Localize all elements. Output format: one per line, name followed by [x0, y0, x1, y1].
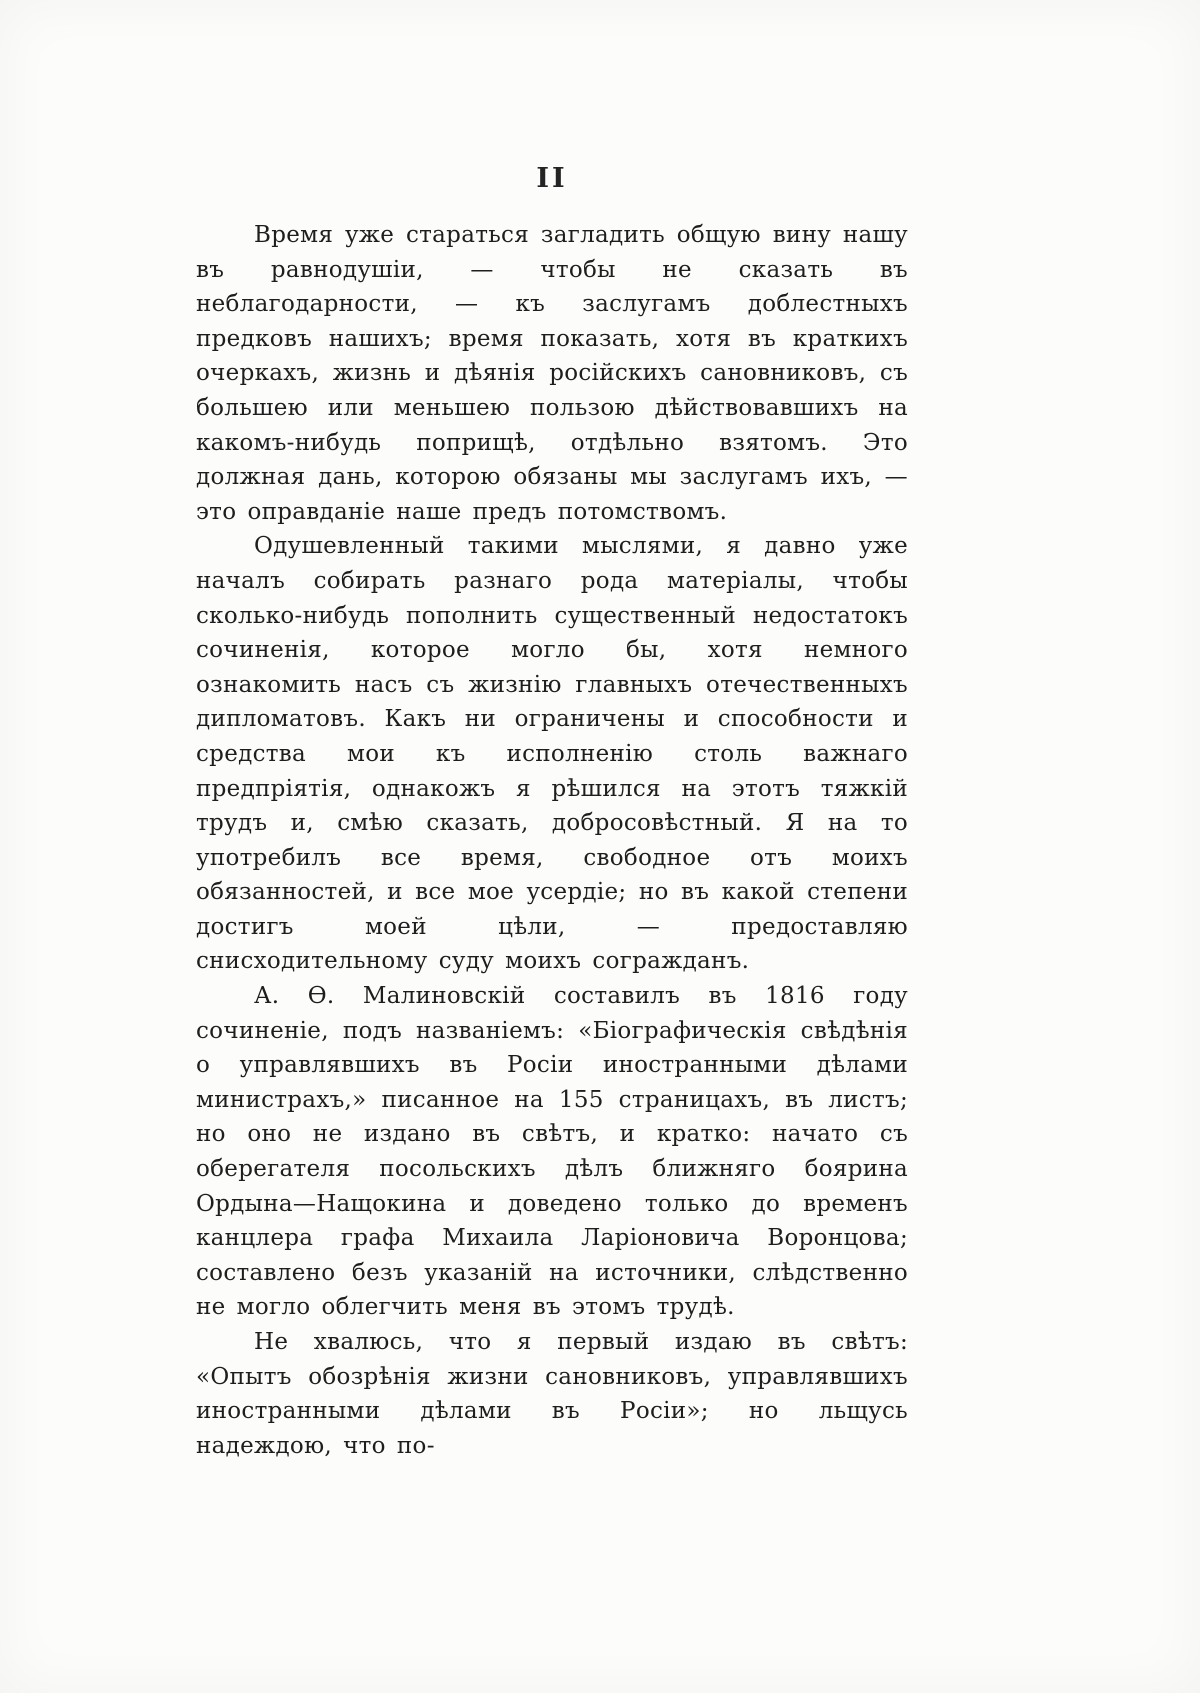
- paragraph-4: Не хвалюсь, что я первый издаю въ свѣтъ: «Опытъ обозрѣнія жизни сановниковъ, управлявшихъ иностранными дѣлами въ Росіи»; но льщусь надеждою, что по-: [196, 1329, 908, 1459]
- text-block: [196, 218, 908, 1463]
- page-number: II: [536, 163, 568, 194]
- paragraph-3: А. Ѳ. Малиновскій составилъ въ 1816 году сочиненіе, подъ названіемъ: «Біографическія свѣдѣнія о управлявшихъ въ Росіи иностранными дѣлами министрахъ,» писанное на 155 страницахъ, въ листъ; но оно не издано въ свѣтъ, и кратко: начато съ оберегателя посольскихъ дѣлъ ближняго боярина Ордына—Нащокина и доведено только до временъ канцлера графа Михаила Ларіоновича Воронцова; составлено безъ указаній на источники, слѣдственно не могло облегчить меня въ этомъ трудѣ.: [196, 983, 908, 1321]
- paragraph-2: Одушевленный такими мыслями, я давно уже началъ собирать разнаго рода матеріалы, чтобы сколько-нибудь пополнить существенный недостатокъ сочиненія, которое могло бы, хотя немного ознакомить насъ съ жизнію главныхъ отечественныхъ дипломатовъ. Какъ ни ограничены и способности и средства мои къ исполненію столь важнаго предпріятія, однакожъ я рѣшился на этотъ тяжкій трудъ и, смѣю сказать, добросовѣстный. Я на то употребилъ все время, свободное отъ моихъ обязанностей, и все мое усердіе; но въ какой степени достигъ моей цѣли, — предоставляю снисходительному суду моихъ согражданъ.: [196, 533, 908, 975]
- paragraph-1: Время уже стараться загладить общую вину нашу въ равнодушіи, — чтобы не сказать въ неблагодарности, — къ заслугамъ доблестныхъ предковъ нашихъ; время показать, хотя въ краткихъ очеркахъ, жизнь и дѣянія російскихъ сановниковъ, съ большею или меньшею пользою дѣйствовавшихъ на какомъ-нибудь поприщѣ, отдѣльно взятомъ. Это должная дань, которою обязаны мы заслугамъ ихъ, — это оправданіе наше предъ потомствомъ.: [196, 222, 908, 525]
